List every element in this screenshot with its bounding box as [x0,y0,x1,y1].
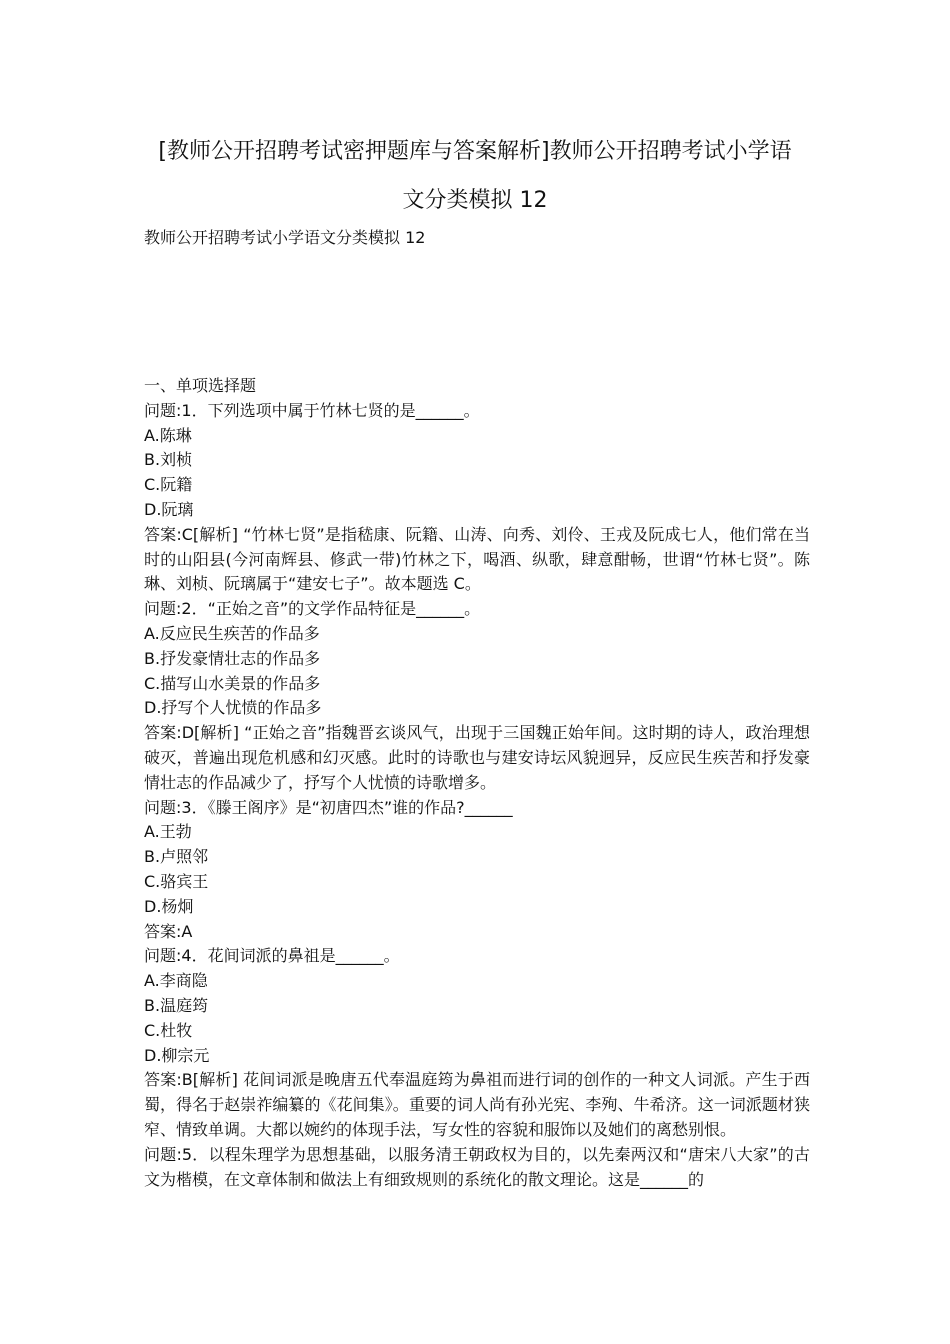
document-title-line2: 文分类模拟 12 [402,188,548,213]
q3-option-a: A.王勃 [144,822,192,842]
q1-option-d: D.阮璃 [144,499,194,519]
q2-option-c: C.描写山水美景的作品多 [144,673,321,693]
q4-option-c: C.杜牧 [144,1020,193,1040]
q4-option-a: A.李商隐 [144,971,208,991]
q4-answer: 答案:B[解析] 花间词派是晚唐五代奉温庭筠为鼻祖而进行词的创作的一种文人词派。产生于西蜀，得名于赵崇祚编纂的《花间集》。重要的词人尚有孙光宪、李殉、牛希济。这一词派题材狭窄、情致单调。大都以婉约的体现手法，写女性的容貌和服饰以及她们的离愁别恨。 [144,1070,810,1139]
q3-option-b: B.卢照邻 [144,847,209,867]
document-body [144,374,810,1192]
q3-option-c: C.骆宾王 [144,871,209,891]
q1-option-a: A.陈琳 [144,425,192,445]
question-3: 问题:3．《滕王阁序》是“初唐四杰”谁的作品?______ [144,797,513,817]
q4-option-d: D.柳宗元 [144,1045,210,1065]
q1-option-c: C.阮籍 [144,475,193,495]
q1-option-b: B.刘桢 [144,450,193,470]
q2-answer: 答案:D[解析] “正始之音”指魏晋玄谈风气，出现于三国魏正始年间。这时期的诗人，政治理想破灭，普遍出现危机感和幻灭感。此时的诗歌也与建安诗坛风貌迥异，反应民生疾苦和抒发豪情壮志的作品减少了，抒写个人忧愤的诗歌增多。 [144,723,810,792]
q3-answer: 答案:A [144,921,193,941]
question-2: 问题:2．“正始之音”的文学作品特征是______。 [144,599,481,619]
q1-answer: 答案:C[解析] “竹林七贤”是指嵇康、阮籍、山涛、向秀、刘伶、王戎及阮成七人，他们常在当时的山阳县(今河南辉县、修武一带)竹林之下，喝酒、纵歌，肆意酣畅，世谓“竹林七贤”。陈琳、刘桢、阮璃属于“建安七子”。故本题选 C。 [144,524,810,594]
question-1: 问题:1．下列选项中属于竹林七贤的是______。 [144,400,480,420]
q2-option-a: A.反应民生疾苦的作品多 [144,623,320,643]
document-subtitle: 教师公开招聘考试小学语文分类模拟 12 [144,228,426,247]
section-heading: 一、单项选择题 [144,376,257,395]
q2-option-b: B.抒发豪情壮志的作品多 [144,648,321,668]
q2-option-d: D.抒写个人忧愤的作品多 [144,698,322,718]
q3-option-d: D.杨炯 [144,896,194,916]
document-title-line1: [教师公开招聘考试密押题库与答案解析]教师公开招聘考试小学语 [158,139,792,164]
q4-option-b: B.温庭筠 [144,995,209,1015]
question-5: 问题:5．以程朱理学为思想基础，以服务清王朝政权为目的，以先秦两汉和“唐宋八大家”的古文为楷模，在文章体制和做法上有细致规则的系统化的散文理论。这是______的 [144,1144,810,1189]
question-4: 问题:4．花间词派的鼻祖是______。 [144,946,400,966]
